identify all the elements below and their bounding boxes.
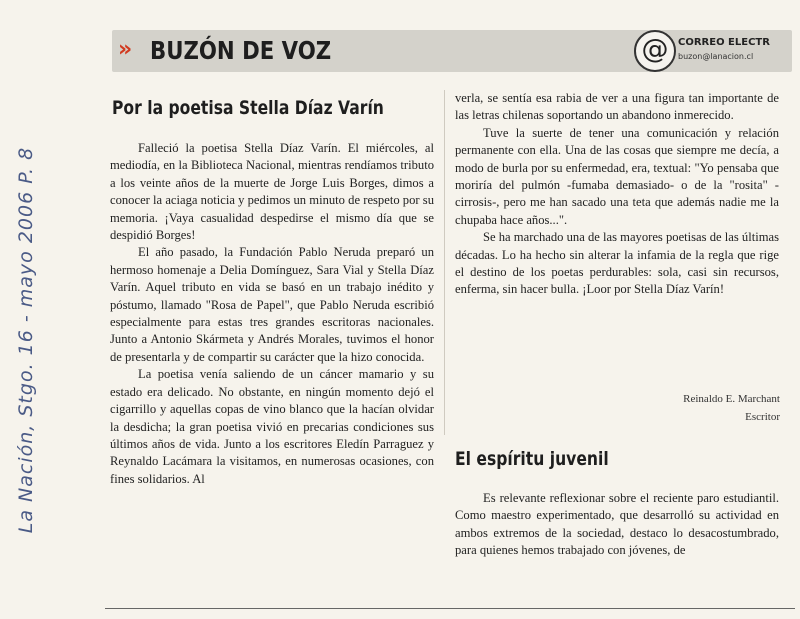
at-sign-icon: @ [634, 30, 676, 72]
double-arrow-icon: » [118, 37, 129, 62]
article-column-2 [455, 90, 779, 299]
article-column-1 [110, 140, 434, 488]
email-label: CORREO ELECTR [678, 37, 770, 48]
column-divider [444, 90, 445, 435]
paragraph: Es relevante reflexionar sobre el reciente paro estudiantil. Como maestro experimentado, que desarrolló su actividad en ambos extremos de la sociedad, destaco lo desacostumbrado, para quienes hemos trabajado con jóvenes, de [455, 491, 779, 558]
handwritten-margin-note [8, 80, 44, 600]
section-title: BUZÓN DE VOZ [150, 36, 332, 65]
paragraph: verla, se sentía esa rabia de ver a una figura tan importante de las letras chilenas soportando un abandono inmerecido. [455, 91, 779, 123]
article-2-column [455, 490, 779, 560]
article-headline: Por la poetisa Stella Díaz Varín [112, 97, 384, 119]
bottom-rule [105, 608, 795, 609]
article-headline-2: El espíritu juvenil [455, 448, 609, 470]
section-header [112, 30, 792, 72]
paragraph: Tuve la suerte de tener una comunicación y relación permanente con ella. Una de las cosas que siempre me decía, a modo de burla por su enfermedad, era, textual: "Yo pensaba que moriría del pulmón -fumaba demasiado- o de la "rosita" -cirrosis-, pero me han sacado una teta que además nadie me la chupaba hace años...". [455, 125, 779, 227]
paragraph: Se ha marchado una de las mayores poetisas de las últimas décadas. Lo ha hecho sin alterar la infamia de la regla que rige el destino de los poetas perdurables: sola, casi sin recursos, enferma, sin hacer bulla. ¡Loor por Stella Díaz Varín! [455, 230, 779, 297]
author-name: Reinaldo E. Marchant [683, 393, 780, 405]
email-address: buzon@lanacion.cl [678, 52, 754, 61]
author-role: Escritor [745, 411, 780, 423]
paragraph: El año pasado, la Fundación Pablo Neruda preparó un hermoso homenaje a Delia Domínguez, Sara Vial y Stella Díaz Varín. Aquel tributo en vida se basó en un trabajo inédito y póstumo, llamado "Rosa de Papel", que Pablo Neruda escribió especialmente para estas tres grandes escritoras nacionales. Junto a Antonio Skármeta y Andrés Morales, tuvimos el honor de presentarla y de compartir su carácter que la hizo conocida. [110, 245, 434, 364]
paragraph: La poetisa venía saliendo de un cáncer mamario y su estado era delicado. No obstante, en ningún momento dejó el cigarrillo y aquellas copas de vino blanco que la hacían olvidar la desdicha; la gran poetisa vivió en precarias condiciones sus últimos años de vida. Junto a los escritores Eledín Parraguez y Reynaldo Lacámara la visitamos, en numerosas ocasiones, con fines solidarios. Al [110, 367, 434, 486]
margin-note-text: La Nación, Stgo. 16 - mayo 2006 P. 8 [15, 146, 37, 534]
paragraph: Falleció la poetisa Stella Díaz Varín. El miércoles, al mediodía, en la Biblioteca Nacional, mientras rendíamos tributo a los veinte años de la muerte de Jorge Luis Borges, dimos a conocer la aciaga noticia y pedimos un minuto de respeto por su memoria. ¡Vaya casualidad despedirse el mismo día que se despidió Borges! [110, 141, 434, 243]
